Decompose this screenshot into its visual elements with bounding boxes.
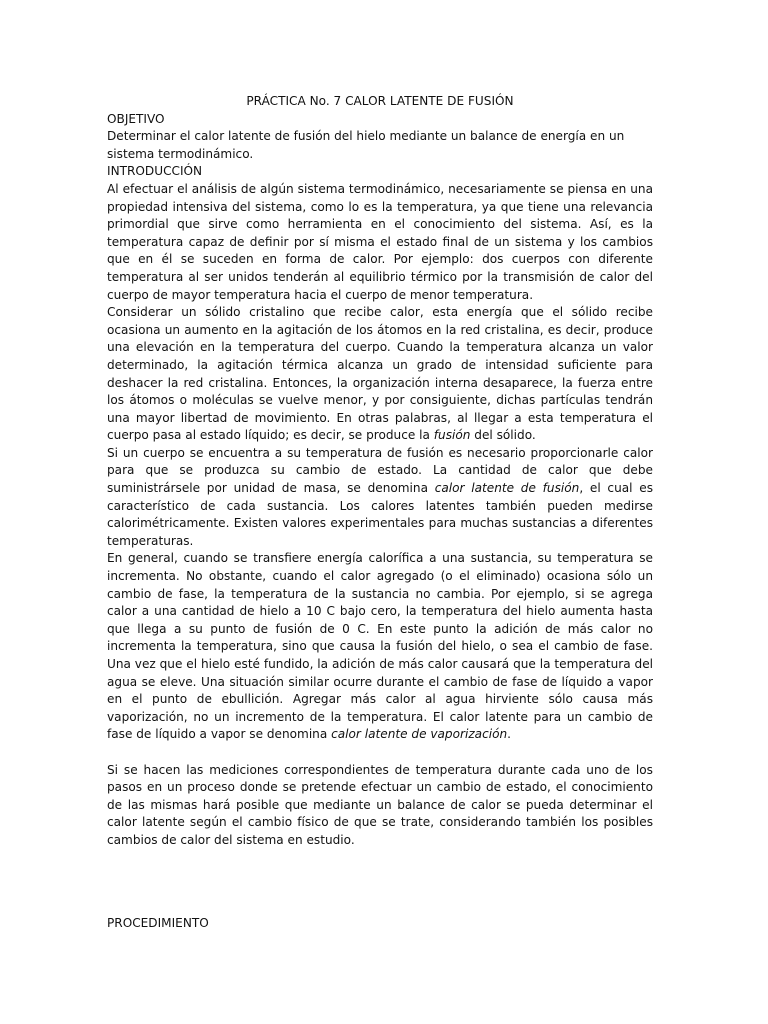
document-body (107, 93, 653, 850)
intro-paragraph-3-text-a: Si un cuerpo se encuentra a su temperatura de fusión es necesario proporcionarle calor para que se produzca su cambio de estado. La cantidad de calor que debe suministrársele por unidad de masa, se denomina (107, 445, 653, 496)
intro-paragraph-5: Si se hacen las mediciones correspondientes de temperatura durante cada uno de los pasos en un proceso donde se pretende efectuar un cambio de estado, el conocimiento de las mismas hará posible que mediante un balance de calor se pueda determinar el calor latente según el cambio físico de que se trate, considerando también los posibles cambios de calor del sistema en estudio. (107, 762, 653, 847)
intro-paragraph-3-emphasis: calor latente de fusión (434, 481, 580, 496)
intro-paragraph-2 (107, 304, 653, 445)
intro-paragraph-4-emphasis: calor latente de vaporización (331, 727, 508, 742)
intro-paragraph-4-text-b: . (507, 727, 512, 742)
objetivo-heading: OBJETIVO (107, 111, 165, 126)
intro-paragraph-4-text-a: En general, cuando se transfiere energía calorífica a una sustancia, su temperatura se incrementa. No obstante, cuando el calor agregado (o el eliminado) ocasiona sólo un cambio de fase, la temperatura de la sustancia no cambia. Por ejemplo, si se agrega calor a una cantidad de hielo a 10 C bajo cero, la temperatura del hielo aumenta hasta que llega a su punto de fusión de 0 C. En este punto la adición de más calor no incrementa la temperatura, sino que causa la fusión del hielo, o sea el cambio de fase. Una vez que el hielo esté fundido, la adición de más calor causará que la temperatura del agua se eleve. Una situación similar ocurre durante el cambio de fase de líquido a vapor en el punto de ebullición. Agregar más calor al agua hirviente sólo causa más vaporización, no un incremento de la temperatura. El calor latente para un cambio de fase de líquido a vapor se denomina (107, 551, 653, 742)
procedimiento-heading: PROCEDIMIENTO (107, 916, 209, 930)
introduccion-heading: INTRODUCCIÓN (107, 164, 203, 179)
intro-paragraph-2-text-b: del sólido. (470, 428, 536, 443)
paragraph-spacer (107, 744, 653, 762)
objetivo-paragraph: Determinar el calor latente de fusión del hielo mediante un balance de energía en un sistema termodinámico. (107, 129, 625, 161)
intro-paragraph-2-emphasis: fusión (433, 428, 471, 443)
intro-paragraph-1: Al efectuar el análisis de algún sistema termodinámico, necesariamente se piensa en una propiedad intensiva del sistema, como lo es la temperatura, ya que tiene una relevancia primordial que sirve como herramienta en el conocimiento del sistema. Así, es la temperatura capaz de definir por sí misma el estado final de un sistema y los cambios que en él se suceden en forma de calor. Por ejemplo: dos cuerpos con diferente temperatura al ser unidos tenderán al equilibrio térmico por la transmisión de calor del cuerpo de mayor temperatura hacia el cuerpo de menor temperatura. (107, 181, 653, 302)
intro-paragraph-3 (107, 445, 653, 551)
document-title: PRÁCTICA No. 7 CALOR LATENTE DE FUSIÓN (246, 94, 514, 108)
intro-paragraph-4 (107, 550, 653, 744)
intro-paragraph-2-text-a: Considerar un sólido cristalino que recibe calor, esta energía que el sólido recibe ocasiona un aumento en la agitación de los átomos en la red cristalina, es decir, produce una elevación en la temperatura del cuerpo. Cuando la temperatura alcanza un valor determinado, la agitación térmica alcanza un grado de intensidad suficiente para deshacer la red cristalina. Entonces, la organización interna desaparece, la fuerza entre los átomos o moléculas se vuelve menor, y por consiguiente, dichas partículas tendrán una mayor libertad de movimiento. En otras palabras, al llegar a esta temperatura el cuerpo pasa al estado líquido; es decir, se produce la (107, 305, 653, 443)
intro-paragraph-3-text-b: , el cual es característico de cada sustancia. Los calores latentes también pueden medirse calorimétricamente. Existen valores experimentales para muchas sustancias a diferentes temperaturas. (107, 481, 653, 548)
